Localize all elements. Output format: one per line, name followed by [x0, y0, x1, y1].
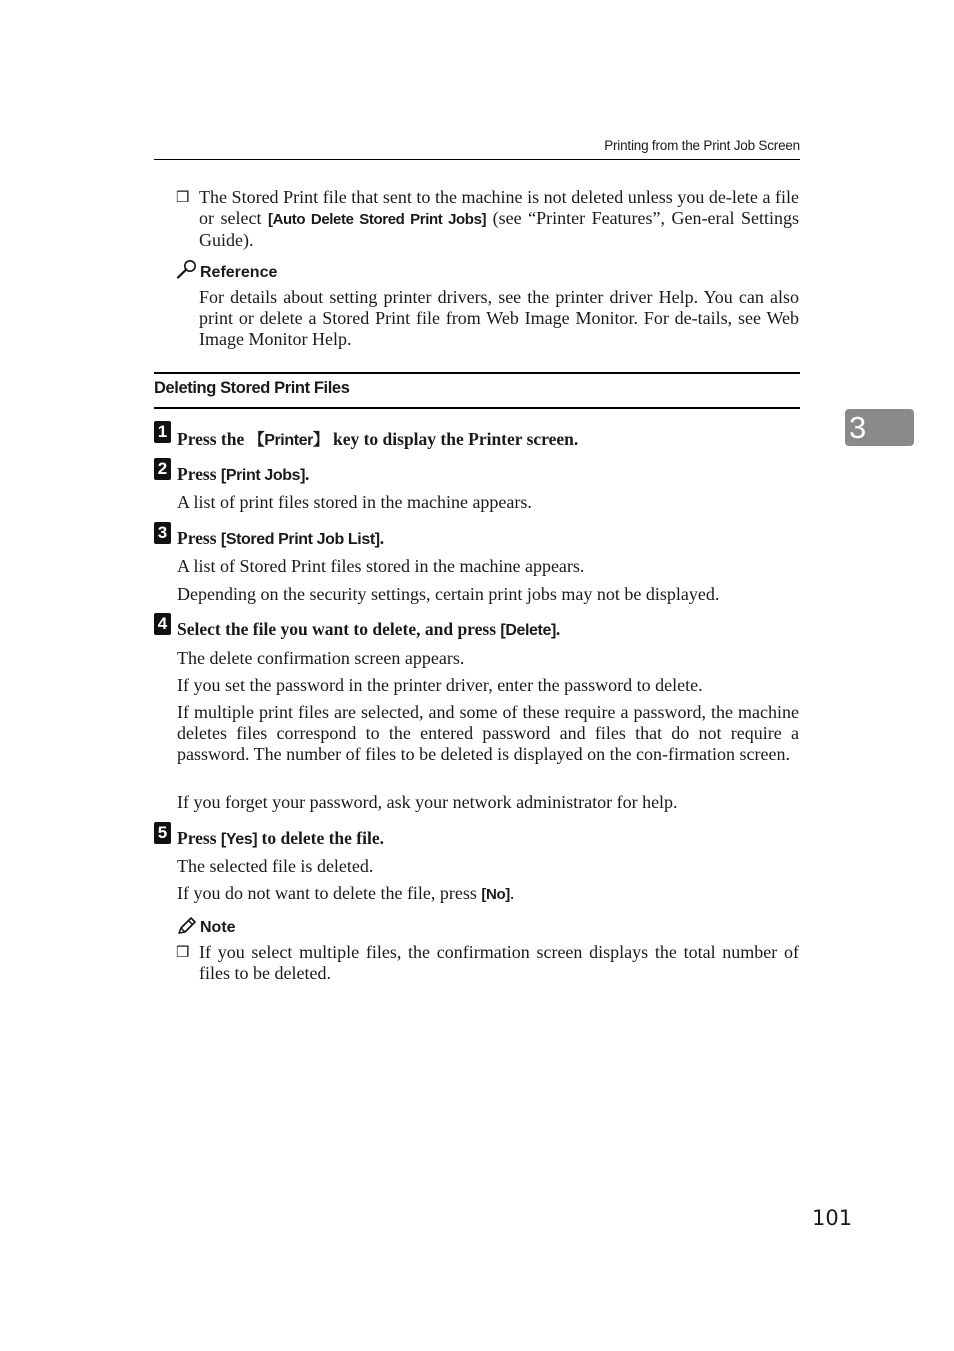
reference-title: Reference: [200, 264, 278, 281]
step-4-forgot-password-note: If you forget your password, ask your network administrator for help.: [177, 792, 678, 812]
step-5-cancel-note: If you do not want to delete the file, press [No].: [177, 883, 515, 903]
step-4-instruction: Select the file you want to delete, and press [Delete].: [177, 619, 561, 639]
note-title: Note: [200, 919, 236, 936]
step-number-2: 2: [154, 458, 171, 480]
checkbox-glyph: ❒: [176, 188, 190, 206]
running-header: Printing from the Print Job Screen: [604, 138, 800, 153]
step-3-security-note: Depending on the security settings, certain print jobs may not be displayed.: [177, 584, 720, 604]
step-2-result: A list of print files stored in the machine appears.: [177, 492, 532, 512]
key-no: [No]: [481, 886, 510, 903]
note-checkbox-glyph: ❒: [176, 943, 190, 961]
key-printer: 【Printer】: [248, 432, 329, 449]
step-3-instruction: Press [Stored Print Job List].: [177, 528, 385, 548]
step-4-password-note: If you set the password in the printer driver, enter the password to delete.: [177, 675, 703, 695]
step-number-4: 4: [154, 613, 171, 635]
chapter-tab: 3: [845, 409, 914, 446]
step-5-instruction: Press [Yes] to delete the file.: [177, 828, 384, 848]
section-rule-bottom: [154, 407, 800, 409]
reference-text: For details about setting printer drivers, see the printer driver Help. You can also print or delete a Stored Print file from Web Image Monitor. For de-tails, see Web Image Monitor Help.: [199, 287, 799, 349]
section-title: Deleting Stored Print Files: [154, 379, 350, 397]
step-number-1: 1: [154, 421, 171, 443]
key-print-jobs: [Print Jobs]: [220, 467, 305, 484]
step-1-instruction: Press the 【Printer】 key to display the Printer screen.: [177, 429, 579, 449]
step-number-5: 5: [154, 822, 171, 844]
step-5-result: The selected file is deleted.: [177, 856, 374, 876]
step-number-3: 3: [154, 522, 171, 544]
step-3-result: A list of Stored Print files stored in the machine appears.: [177, 556, 585, 576]
page-number: 101: [812, 1206, 853, 1230]
pencil-icon: [176, 916, 198, 941]
top-note-text: The Stored Print file that sent to the machine is not deleted unless you de-lete a file or select [Auto Delete Stored Print Jobs] (see “Printer Features”, Gen-eral Settings Guide).: [199, 187, 800, 250]
step-4-multiple-files-note: If multiple print files are selected, and some of these require a password, the machine deletes files correspond to the entered password and files that do not require a password. The number of files to be deleted is displayed on the con-firmation screen.: [177, 702, 799, 764]
key-yes: [Yes]: [220, 831, 258, 848]
key-delete: [Delete]: [500, 622, 556, 639]
note-text: If you select multiple files, the confirmation screen displays the total number of files to be deleted.: [199, 942, 799, 983]
step-4-result: The delete confirmation screen appears.: [177, 648, 465, 668]
section-rule-top: [154, 372, 800, 374]
header-rule: [154, 159, 800, 160]
key-auto-delete: [Auto Delete Stored Print Jobs]: [267, 211, 487, 228]
magnifier-icon: [176, 259, 198, 284]
step-2-instruction: Press [Print Jobs].: [177, 464, 310, 484]
key-stored-print-job-list: [Stored Print Job List]: [220, 531, 380, 548]
